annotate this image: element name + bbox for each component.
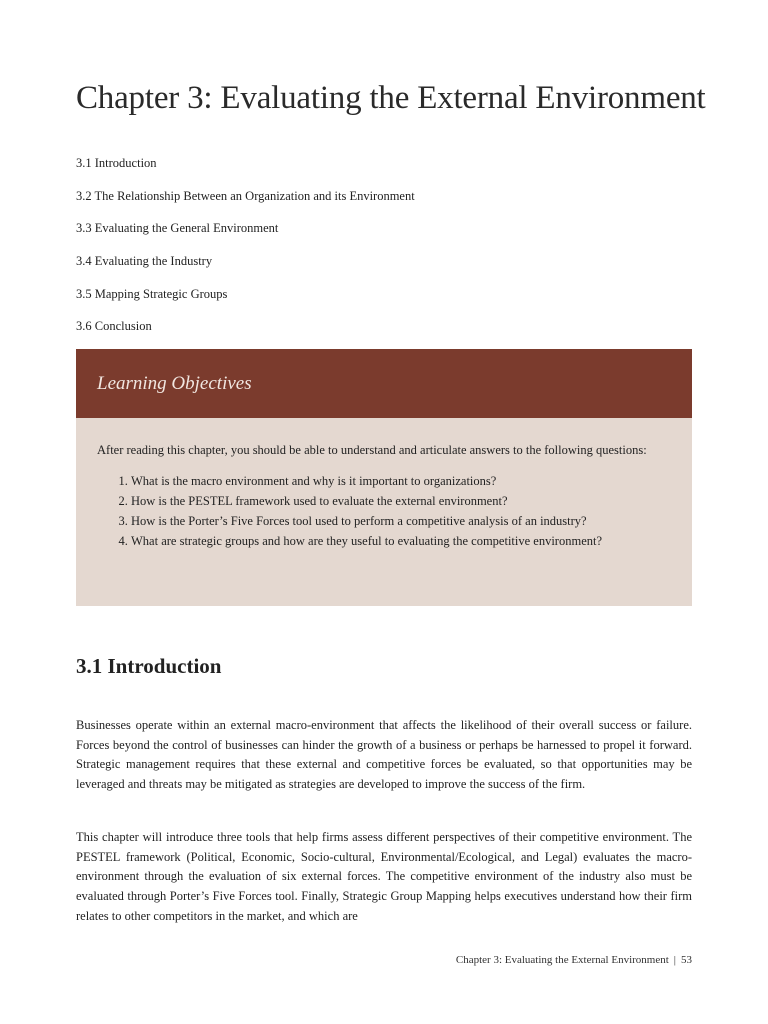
footer-separator: | [673,954,676,966]
learning-objectives-body [76,418,692,551]
section-heading: 3.1 Introduction [76,654,222,678]
chapter-title: Chapter 3: Evaluating the External Environment [76,80,706,116]
learning-objectives-intro: After reading this chapter, you should be able to understand and articulate answers to the following questions: [97,443,647,457]
toc-item: 3.5 Mapping Strategic Groups [76,286,228,301]
toc-item: 3.1 Introduction [76,156,157,170]
toc-item: 3.4 Evaluating the Industry [76,254,213,269]
objective-item: 1. What is the macro environment and why is it important to organizations? [131,471,671,491]
toc-item: 3.2 The Relationship Between an Organization and its Environment [76,188,415,203]
objective-item: 4. What are strategic groups and how are they useful to evaluating the competitive environment? [131,531,671,551]
body-paragraph: This chapter will introduce three tools that help firms assess different perspectives of their competitive environment. The PESTEL framework (Political, Economic, Socio-cultural, Environmental/Ecological, and Legal) evaluates the macro-environment through the evaluation of six external forces. The competitive environment of the industry also must be evaluated through Porter’s Five Forces tool. Finally, Strategic Group Mapping helps executives understand how their firm relates to other competitors in the market, and which are [76,830,692,923]
table-of-contents [76,154,415,350]
objective-item: 3. How is the Porter’s Five Forces tool used to perform a competitive analysis of an industry? [131,511,671,531]
toc-item: 3.6 Conclusion [76,319,152,334]
page-number: 53 [681,954,692,966]
toc-item: 3.3 Evaluating the General Environment [76,221,279,236]
learning-objectives-title: Learning Objectives [76,349,692,418]
objective-item: 2. How is the PESTEL framework used to evaluate the external environment? [131,491,671,511]
page-footer [456,954,692,966]
learning-objectives-list [97,471,671,551]
footer-running-title: Chapter 3: Evaluating the External Environment [455,954,669,966]
body-paragraph: Businesses operate within an external macro-environment that affects the likelihood of their overall success or failure. Forces beyond the control of businesses can hinder the growth of a business or perhaps be harnessed to propel it forward. Strategic management requires that these external and competitive forces be evaluated, so that opportunities may be leveraged and threats may be mitigated as strategies are developed to improve the success of the firm. [76,718,692,792]
learning-objectives-box [76,349,692,606]
